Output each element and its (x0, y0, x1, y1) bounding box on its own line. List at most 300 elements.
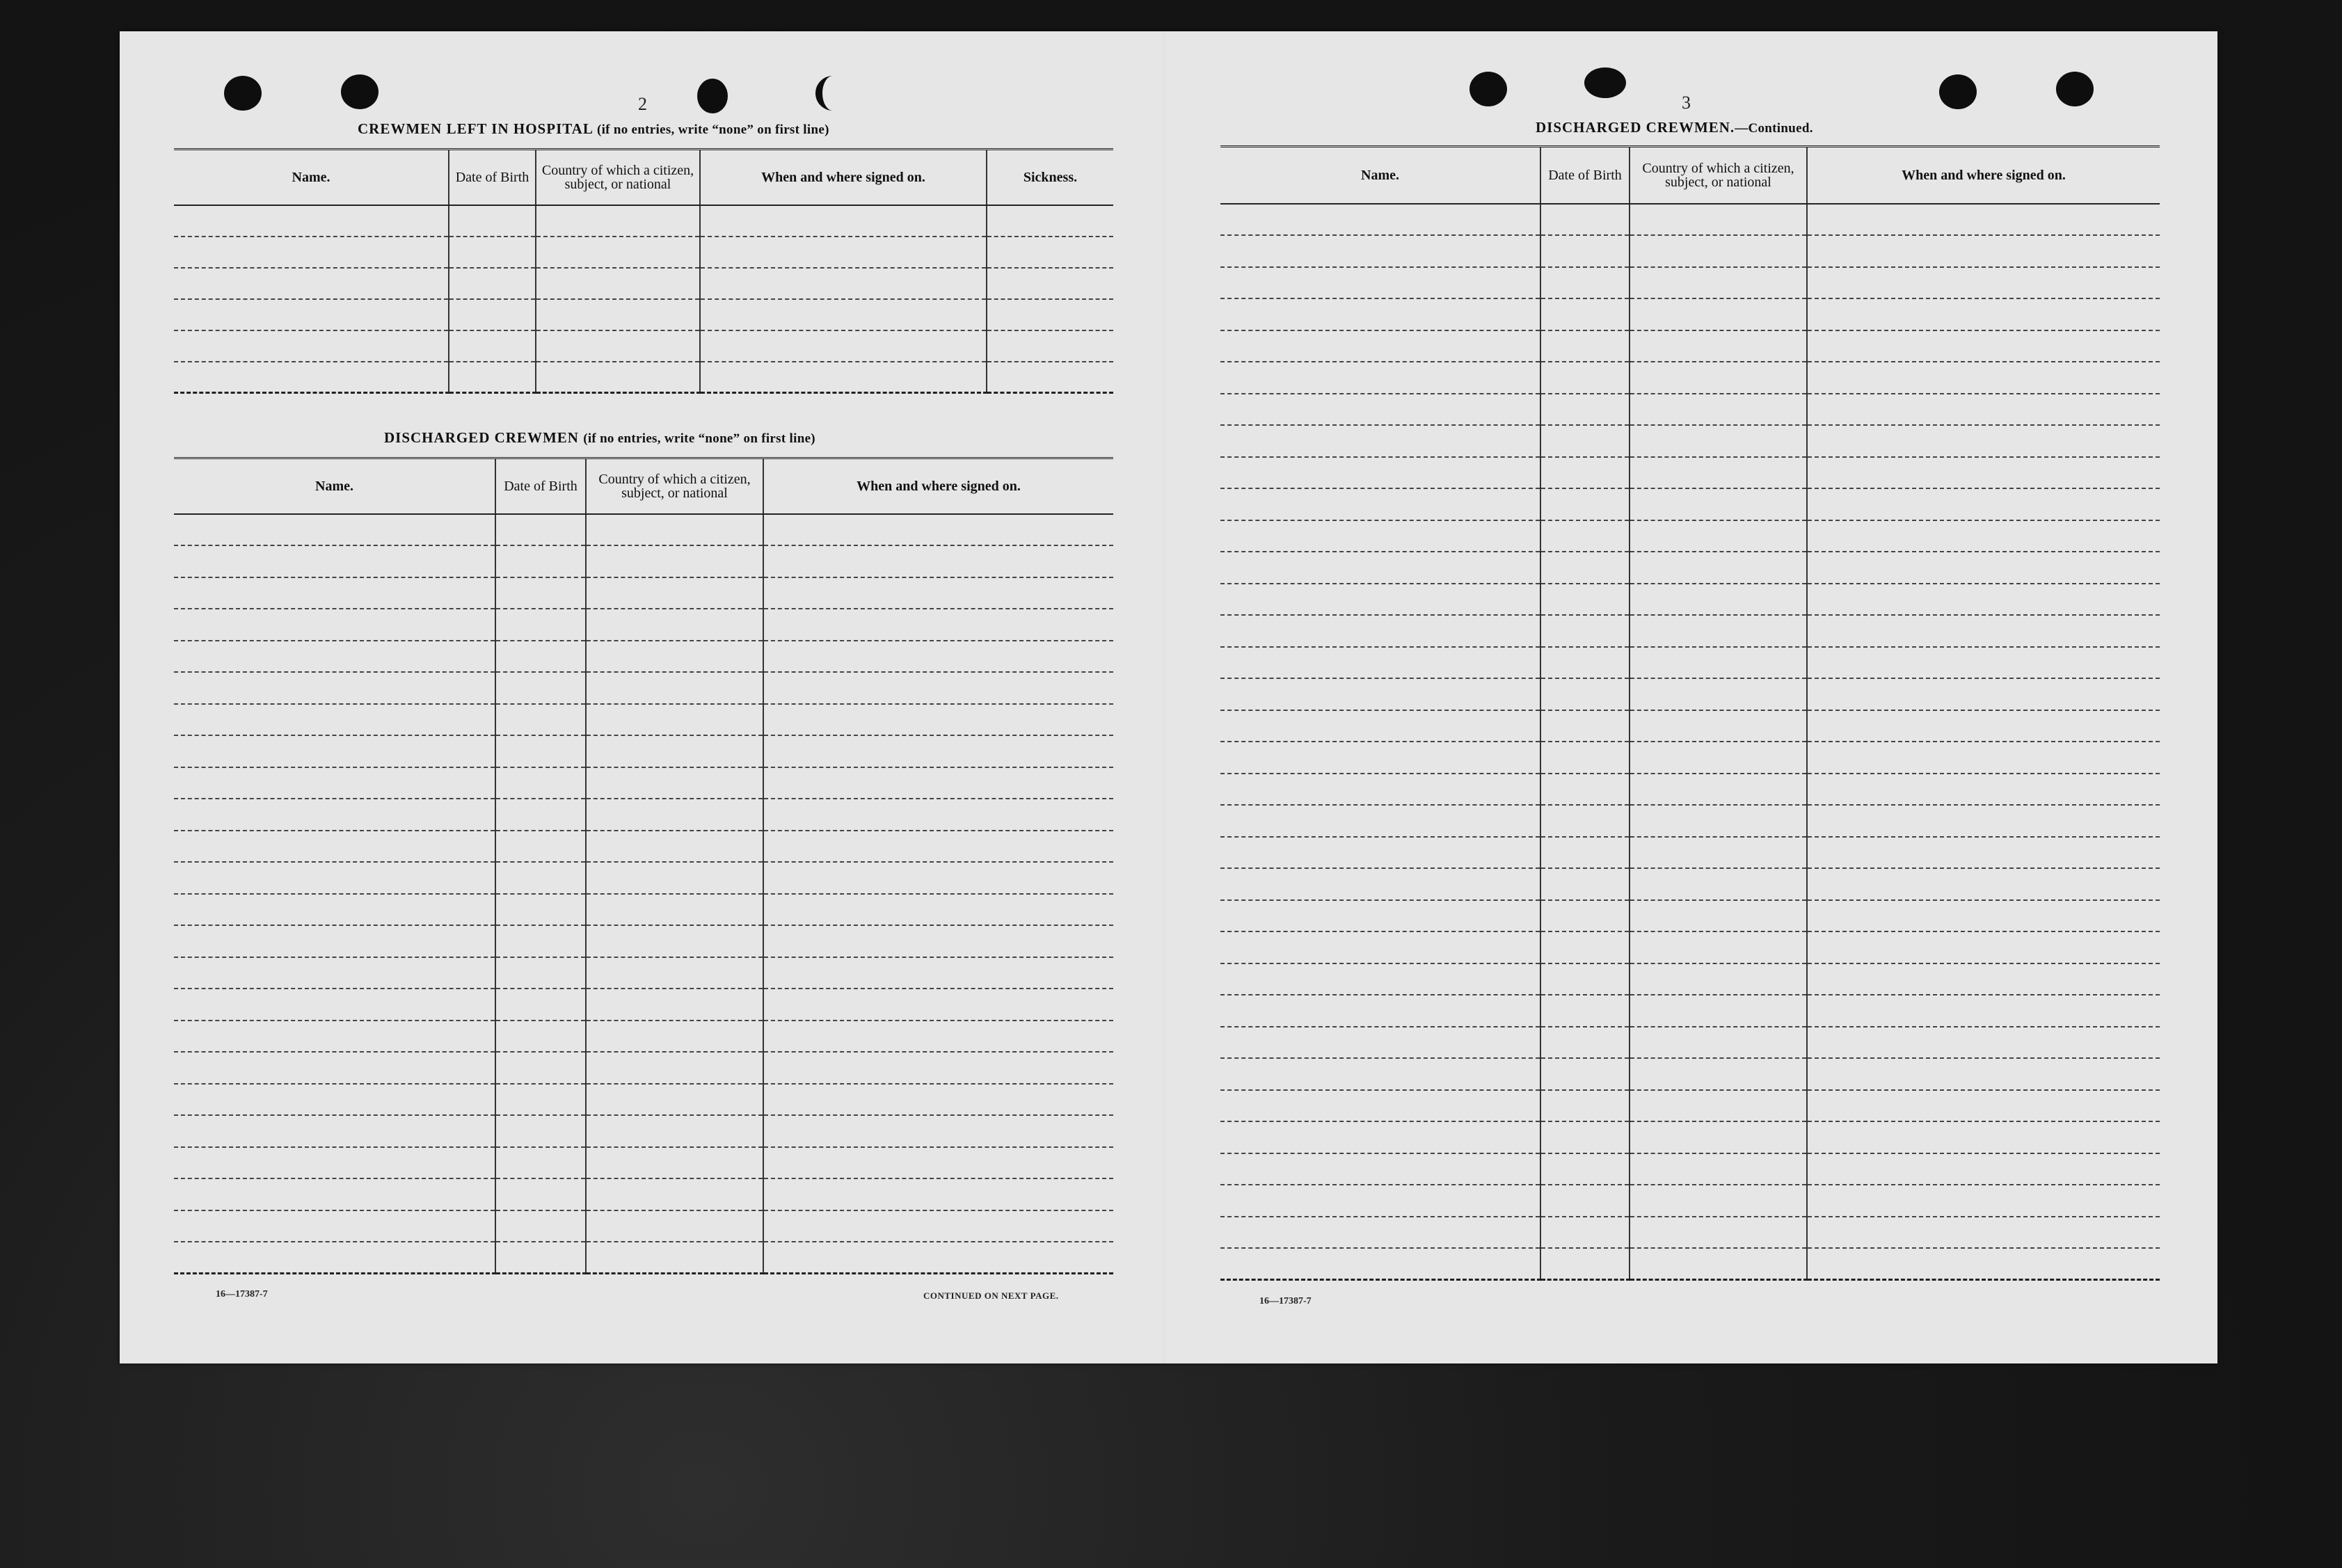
form-row (174, 799, 1113, 831)
page-number-left: 2 (638, 94, 647, 114)
form-cell (586, 1084, 763, 1116)
discharged-table-left (174, 457, 1113, 1274)
form-cell (1630, 1185, 1807, 1217)
form-cell (1540, 1058, 1630, 1090)
column-header-signed-on: When and where signed on. (763, 458, 1113, 514)
column-header-date-of-birth: Date of Birth (1540, 147, 1630, 204)
form-row (1220, 457, 2160, 489)
form-row (1220, 1121, 2160, 1153)
form-row (1220, 1058, 2160, 1090)
form-cell (1630, 742, 1807, 774)
form-row (1220, 362, 2160, 394)
form-cell (586, 957, 763, 989)
form-cell (1220, 710, 1540, 742)
form-cell (174, 1084, 495, 1116)
form-cell (763, 925, 1113, 957)
discharged-continued-title-text: DISCHARGED CREWMEN. (1536, 119, 1735, 136)
form-cell (536, 268, 700, 299)
form-cell (1807, 1027, 2160, 1059)
form-cell (1630, 647, 1807, 679)
form-cell (1220, 805, 1540, 837)
form-cell (1807, 837, 2160, 869)
form-cell (987, 237, 1113, 268)
form-cell (1220, 394, 1540, 426)
form-cell (174, 925, 495, 957)
form-cell (1630, 1217, 1807, 1249)
form-cell (1220, 742, 1540, 774)
form-cell (495, 672, 586, 704)
form-cell (1630, 900, 1807, 932)
form-cell (1220, 425, 1540, 457)
hospital-table (174, 148, 1113, 394)
form-cell (1220, 963, 1540, 995)
form-cell (1630, 868, 1807, 900)
form-cell (495, 894, 586, 926)
form-cell (1630, 552, 1807, 584)
form-cell (174, 767, 495, 799)
hospital-title-text: CREWMEN LEFT IN HOSPITAL (358, 120, 593, 137)
form-cell (1540, 552, 1630, 584)
form-row (174, 704, 1113, 736)
column-header-country: Country of which a citizen, subject, or national (586, 458, 763, 514)
form-cell (1540, 963, 1630, 995)
form-row (1220, 394, 2160, 426)
form-row (1220, 963, 2160, 995)
form-cell (700, 362, 987, 393)
form-cell (586, 1210, 763, 1242)
form-cell (1540, 267, 1630, 299)
form-cell (1807, 678, 2160, 710)
form-cell (1540, 1153, 1630, 1185)
form-cell (536, 299, 700, 330)
form-row (174, 330, 1113, 362)
form-cell (1220, 267, 1540, 299)
form-cell (1807, 995, 2160, 1027)
form-cell (174, 237, 449, 268)
form-cell (1220, 837, 1540, 869)
form-row (174, 514, 1113, 546)
form-cell (763, 957, 1113, 989)
form-cell (763, 1084, 1113, 1116)
form-cell (763, 799, 1113, 831)
form-code-left: 16—17387-7 (216, 1289, 268, 1299)
form-cell (495, 925, 586, 957)
form-row (1220, 710, 2160, 742)
form-cell (174, 1178, 495, 1210)
form-cell (700, 268, 987, 299)
form-row (1220, 1090, 2160, 1122)
punch-hole (1939, 74, 1977, 109)
form-cell (1220, 520, 1540, 552)
form-cell (1220, 584, 1540, 616)
punch-hole (697, 79, 728, 113)
punch-hole (2056, 72, 2094, 106)
column-header-date-of-birth: Date of Birth (449, 150, 536, 205)
form-cell (763, 862, 1113, 894)
form-row (174, 1242, 1113, 1274)
form-row (174, 641, 1113, 673)
discharged-continued-suffix: —Continued. (1735, 121, 1813, 136)
form-row (1220, 805, 2160, 837)
form-cell (1220, 235, 1540, 267)
form-cell (1807, 298, 2160, 330)
column-header-name: Name. (174, 150, 449, 205)
form-cell (449, 205, 536, 237)
form-row (1220, 520, 2160, 552)
hospital-title-note: (if no entries, write “none” on first line) (596, 122, 829, 137)
form-cell (1540, 742, 1630, 774)
form-cell (174, 577, 495, 609)
punch-hole (224, 76, 262, 111)
discharged-right-body (1220, 204, 2160, 1280)
form-cell (1630, 204, 1807, 236)
form-cell (763, 1021, 1113, 1053)
form-cell (586, 1021, 763, 1053)
form-cell (1540, 774, 1630, 806)
form-row (174, 1021, 1113, 1053)
form-cell (586, 545, 763, 577)
form-cell (1540, 1027, 1630, 1059)
form-cell (1220, 900, 1540, 932)
form-cell (586, 735, 763, 767)
form-row (174, 299, 1113, 330)
form-cell (586, 799, 763, 831)
form-cell (586, 672, 763, 704)
discharged-continued-title (1536, 119, 1813, 136)
form-cell (700, 205, 987, 237)
form-cell (1630, 1090, 1807, 1122)
form-cell (763, 641, 1113, 673)
form-cell (1220, 868, 1540, 900)
form-cell (1630, 1248, 1807, 1280)
form-cell (763, 1147, 1113, 1179)
form-cell (1540, 805, 1630, 837)
form-cell (763, 1178, 1113, 1210)
form-cell (536, 362, 700, 393)
page-number-right: 3 (1682, 93, 1691, 113)
page-fold (1163, 31, 1165, 1363)
form-cell (1220, 1248, 1540, 1280)
form-cell (174, 704, 495, 736)
form-cell (495, 1210, 586, 1242)
form-cell (763, 704, 1113, 736)
form-row (174, 237, 1113, 268)
form-cell (174, 545, 495, 577)
form-cell (1807, 1121, 2160, 1153)
form-row (174, 545, 1113, 577)
form-cell (700, 237, 987, 268)
form-cell (1540, 457, 1630, 489)
form-cell (174, 894, 495, 926)
form-cell (763, 545, 1113, 577)
column-header-name: Name. (174, 458, 495, 514)
form-cell (1540, 647, 1630, 679)
form-cell (1220, 995, 1540, 1027)
form-cell (1630, 615, 1807, 647)
form-row (1220, 774, 2160, 806)
form-cell (1807, 1248, 2160, 1280)
form-cell (1220, 774, 1540, 806)
form-cell (763, 1052, 1113, 1084)
form-cell (987, 362, 1113, 393)
form-cell (1807, 710, 2160, 742)
form-cell (495, 1115, 586, 1147)
form-cell (495, 767, 586, 799)
form-cell (1807, 963, 2160, 995)
form-cell (1807, 394, 2160, 426)
form-cell (1807, 457, 2160, 489)
form-cell (495, 1178, 586, 1210)
form-row (174, 1147, 1113, 1179)
form-cell (1540, 488, 1630, 520)
form-cell (1540, 995, 1630, 1027)
form-cell (586, 1178, 763, 1210)
form-cell (763, 767, 1113, 799)
form-cell (1220, 1217, 1540, 1249)
form-cell (174, 735, 495, 767)
form-cell (1220, 204, 1540, 236)
form-row (1220, 330, 2160, 362)
continued-on-next-page: CONTINUED ON NEXT PAGE. (923, 1290, 1059, 1301)
form-cell (174, 672, 495, 704)
form-cell (1220, 488, 1540, 520)
form-cell (1630, 330, 1807, 362)
form-cell (536, 205, 700, 237)
form-row (1220, 742, 2160, 774)
form-cell (763, 1210, 1113, 1242)
form-cell (1807, 647, 2160, 679)
discharged-table-right (1220, 145, 2160, 1281)
form-cell (1540, 710, 1630, 742)
punch-hole (1469, 72, 1507, 106)
form-cell (763, 989, 1113, 1021)
form-cell (763, 894, 1113, 926)
form-cell (1540, 1217, 1630, 1249)
form-cell (449, 237, 536, 268)
form-cell (1807, 1058, 2160, 1090)
form-row (1220, 1185, 2160, 1217)
form-cell (1220, 457, 1540, 489)
form-cell (1630, 995, 1807, 1027)
form-cell (763, 609, 1113, 641)
discharged-section-title (384, 429, 815, 447)
form-cell (1807, 1185, 2160, 1217)
form-cell (1220, 615, 1540, 647)
form-cell (495, 514, 586, 546)
form-cell (1540, 1185, 1630, 1217)
form-cell (1220, 362, 1540, 394)
form-cell (1540, 1090, 1630, 1122)
hospital-section-title (358, 120, 829, 138)
form-cell (1807, 1153, 2160, 1185)
form-cell (1220, 298, 1540, 330)
column-header-date-of-birth: Date of Birth (495, 458, 586, 514)
form-cell (1630, 710, 1807, 742)
form-cell (1807, 1217, 2160, 1249)
form-cell (1540, 584, 1630, 616)
form-cell (987, 268, 1113, 299)
form-cell (763, 672, 1113, 704)
form-cell (1630, 1027, 1807, 1059)
form-cell (174, 268, 449, 299)
form-cell (1540, 330, 1630, 362)
form-cell (449, 299, 536, 330)
form-cell (586, 514, 763, 546)
form-cell (987, 299, 1113, 330)
form-row (1220, 837, 2160, 869)
discharged-title-text: DISCHARGED CREWMEN (384, 429, 579, 446)
form-row (174, 1052, 1113, 1084)
form-row (174, 1210, 1113, 1242)
form-code-right: 16—17387-7 (1259, 1296, 1312, 1306)
form-row (174, 989, 1113, 1021)
form-cell (586, 989, 763, 1021)
form-cell (495, 641, 586, 673)
form-cell (1807, 267, 2160, 299)
form-cell (495, 1147, 586, 1179)
form-row (174, 831, 1113, 863)
form-cell (495, 735, 586, 767)
form-cell (449, 268, 536, 299)
form-cell (495, 862, 586, 894)
form-cell (1630, 394, 1807, 426)
form-cell (1540, 900, 1630, 932)
form-row (1220, 900, 2160, 932)
form-cell (1220, 552, 1540, 584)
form-row (174, 894, 1113, 926)
form-cell (763, 1115, 1113, 1147)
form-cell (1220, 1027, 1540, 1059)
form-row (174, 767, 1113, 799)
form-cell (536, 330, 700, 362)
form-row (174, 1115, 1113, 1147)
form-row (1220, 868, 2160, 900)
form-cell (174, 862, 495, 894)
discharged-title-note: (if no entries, write “none” on first line) (583, 431, 815, 446)
form-cell (1630, 774, 1807, 806)
form-cell (586, 925, 763, 957)
form-cell (174, 1052, 495, 1084)
punch-hole (815, 76, 850, 111)
form-row (1220, 425, 2160, 457)
form-cell (1540, 362, 1630, 394)
form-cell (1630, 488, 1807, 520)
form-cell (1807, 584, 2160, 616)
form-cell (1807, 330, 2160, 362)
form-row (1220, 235, 2160, 267)
form-cell (495, 989, 586, 1021)
form-cell (586, 1115, 763, 1147)
form-cell (1630, 425, 1807, 457)
form-row (174, 862, 1113, 894)
form-cell (1630, 678, 1807, 710)
form-cell (495, 1021, 586, 1053)
form-cell (174, 1021, 495, 1053)
punch-hole (1584, 67, 1626, 98)
form-cell (1807, 362, 2160, 394)
form-cell (1540, 204, 1630, 236)
form-cell (1807, 868, 2160, 900)
form-cell (174, 362, 449, 393)
form-row (174, 268, 1113, 299)
form-row (174, 609, 1113, 641)
form-cell (1630, 1121, 1807, 1153)
form-cell (1807, 488, 2160, 520)
form-row (174, 577, 1113, 609)
form-row (174, 925, 1113, 957)
form-cell (1807, 774, 2160, 806)
form-row (174, 957, 1113, 989)
form-cell (495, 1084, 586, 1116)
form-row (1220, 1248, 2160, 1280)
form-cell (1630, 298, 1807, 330)
form-cell (1540, 678, 1630, 710)
form-cell (763, 831, 1113, 863)
form-row (1220, 995, 2160, 1027)
form-cell (763, 577, 1113, 609)
form-cell (449, 362, 536, 393)
form-cell (495, 577, 586, 609)
form-cell (1807, 204, 2160, 236)
form-cell (495, 609, 586, 641)
form-cell (1807, 520, 2160, 552)
form-cell (586, 704, 763, 736)
form-cell (174, 330, 449, 362)
form-cell (1630, 267, 1807, 299)
form-cell (174, 205, 449, 237)
discharged-left-body (174, 514, 1113, 1274)
document-paper (120, 31, 2217, 1363)
form-cell (1540, 520, 1630, 552)
hospital-table-body (174, 205, 1113, 393)
form-row (1220, 1217, 2160, 1249)
form-cell (1630, 362, 1807, 394)
form-cell (174, 831, 495, 863)
form-cell (700, 330, 987, 362)
form-row (1220, 298, 2160, 330)
form-cell (586, 577, 763, 609)
form-row (1220, 647, 2160, 679)
form-cell (763, 1242, 1113, 1274)
column-header-country: Country of which a citizen, subject, or national (536, 150, 700, 205)
form-cell (1220, 1058, 1540, 1090)
form-cell (1807, 900, 2160, 932)
form-cell (1807, 805, 2160, 837)
form-cell (586, 641, 763, 673)
form-row (174, 1178, 1113, 1210)
form-cell (174, 957, 495, 989)
form-cell (174, 1210, 495, 1242)
form-cell (1540, 298, 1630, 330)
column-header-name: Name. (1220, 147, 1540, 204)
column-header-sickness: Sickness. (987, 150, 1113, 205)
form-cell (586, 609, 763, 641)
form-cell (1540, 868, 1630, 900)
form-cell (1540, 394, 1630, 426)
form-cell (1220, 1153, 1540, 1185)
form-cell (1540, 1121, 1630, 1153)
form-cell (586, 894, 763, 926)
form-cell (495, 545, 586, 577)
form-row (1220, 488, 2160, 520)
form-cell (1630, 931, 1807, 963)
form-cell (987, 205, 1113, 237)
form-cell (1807, 931, 2160, 963)
form-cell (174, 1147, 495, 1179)
form-cell (1807, 1090, 2160, 1122)
form-cell (1807, 425, 2160, 457)
form-cell (495, 1052, 586, 1084)
